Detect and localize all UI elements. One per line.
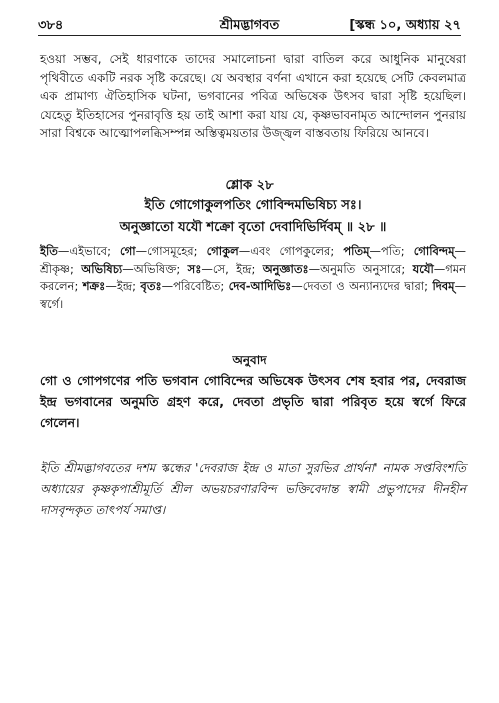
synonym-word: সঃ bbox=[187, 261, 202, 276]
synonym-word: গো bbox=[120, 244, 136, 258]
synonym-word: গোকুল bbox=[206, 244, 239, 258]
purport-paragraph: হওয়া সম্ভব, সেই ধারণাকে তাদের সমালোচনা দ্বারা বাতিল করে আধুনিক মানুষেরা পৃথিবীতে একটি নরক সৃষ্টি করেছে। যে অবস্থার বর্ণনা এখানে করা হয়েছে সেটি কেবলমাত্র এক প্রামাণ্য ঐতিহাসিক ঘটনা, ভগবানের পবিত্র অভিষেক উৎসব দ্বারা সৃষ্টি হয়েছিল। যেহেতু ইতিহাসের পুনরাবৃত্তি হয় তাই আশা করা যায় যে, কৃষ্ণভাবনামৃত আন্দোলন পুনরায় সারা বিশ্বকে আত্মোপলব্ধিসম্পন্ন অস্তিত্বময়তার উজ্জ্বল বাস্তবতায় ফিরিয়ে আনবে। bbox=[40, 52, 466, 141]
synonym-meaning: গমন করলেন bbox=[40, 261, 467, 293]
synonym-meaning: পরিবেষ্টিত bbox=[173, 279, 221, 293]
synonym-word: অভিষিচ্য bbox=[81, 261, 123, 276]
verse-line-2: অনুজ্ঞাতো যযৌ শক্রো বৃতো দেবাদিভির্দিবম্ ॥ ২৮ ॥ bbox=[119, 220, 387, 235]
sanskrit-verse bbox=[40, 195, 466, 239]
synonym-meaning: এবং গোপকুলের bbox=[250, 244, 331, 258]
synonym-word: শক্রঃ bbox=[82, 279, 106, 293]
synonym-word: অনুজ্ঞাতঃ bbox=[262, 261, 309, 276]
synonym-word: বৃতঃ bbox=[140, 279, 162, 293]
synonym-word: গোবিন্দম্ bbox=[413, 244, 455, 258]
book-title: শ্রীমদ্ভাগবত bbox=[219, 18, 280, 33]
translation-text: গো ও গোপগণের পতি ভগবান গোবিন্দের অভিষেক উৎসব শেষ হবার পর, দেবরাজ ইন্দ্র ভগবানের অনুমতি গ্রহণ করে, দেবতা প্রভৃতি দ্বারা পরিবৃত হয়ে স্বর্গে ফিরে গেলেন। bbox=[40, 373, 466, 430]
synonym-meaning: শ্রীকৃষ্ণ bbox=[40, 261, 70, 276]
page-header bbox=[38, 14, 461, 36]
header-rule bbox=[38, 35, 461, 36]
word-synonyms: ইতি—এইভাবে; গো—গোসমূহের; গোকুল—এবং গোপকুলের; পতিম্—পতি; গোবিন্দম্—শ্রীকৃষ্ণ; অভিষিচ্য—অভিষিক্ত; সঃ—সে, ইন্দ্র; অনুজ্ঞাতঃ—অনুমতি অনুসারে; যযৌ—গমন করলেন; শক্রঃ—ইন্দ্র; বৃতঃ—পরিবেষ্টিত; দেব-আদিভিঃ—দেবতা ও অন্যান্যদের দ্বারা; দিবম্—স্বর্গে। bbox=[40, 244, 467, 311]
chapter-closing-note: ইতি শ্রীমদ্ভাগবতের দশম স্কন্ধের 'দেবরাজ ইন্দ্র ও মাতা সুরভির প্রার্থনা' নামক সপ্তবিংশতি অধ্যায়ের কৃষ্ণকৃপাশ্রীমূর্তি শ্রীল অভয়চরণারবিন্দ ভক্তিবেদান্ত স্বামী প্রভুপাদের দীনহীন দাসবৃন্দকৃত তাৎপর্য সমাপ্ত। bbox=[40, 461, 466, 517]
synonym-word: দেব-আদিভিঃ bbox=[228, 279, 292, 293]
section-reference: [স্কন্ধ ১০, অধ্যায় ২৭ bbox=[349, 18, 461, 33]
synonym-meaning: সে, ইন্দ্র bbox=[212, 261, 252, 276]
synonym-word: ইতি bbox=[40, 244, 58, 258]
verse-heading: শ্লোক ২৮ bbox=[225, 178, 274, 193]
verse-line-1: ইতি গোগোকুলপতিং গোবিন্দমভিষিচ্য সঃ। bbox=[144, 198, 362, 213]
translation-heading: অনুবাদ bbox=[232, 353, 267, 367]
synonym-meaning: অনুমতি অনুসারে bbox=[320, 261, 402, 276]
synonym-word: যযৌ bbox=[412, 261, 434, 276]
synonym-meaning: অভিষিক্ত bbox=[133, 261, 177, 276]
page-number: ৩৮৪ bbox=[38, 18, 64, 33]
synonym-meaning: স্বর্গে bbox=[40, 296, 60, 311]
synonym-meaning: এইভাবে bbox=[69, 244, 108, 258]
synonym-meaning: ইন্দ্র bbox=[116, 279, 133, 293]
synonym-word: দিবম্ bbox=[432, 279, 455, 293]
synonym-word: পতিম্ bbox=[343, 244, 370, 258]
synonym-meaning: গোসমূহের bbox=[147, 244, 194, 258]
synonym-meaning: দেবতা ও অন্যান্যদের দ্বারা bbox=[302, 279, 425, 293]
synonym-meaning: পতি bbox=[380, 244, 401, 258]
